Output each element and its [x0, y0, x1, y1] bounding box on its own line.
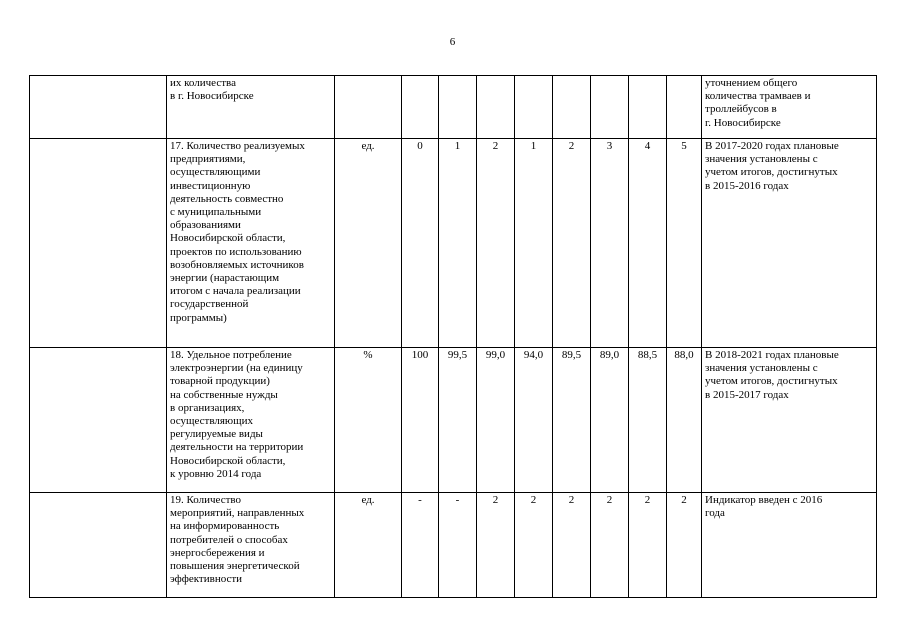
note-line: троллейбусов в	[705, 103, 777, 116]
indicator-name-line: в г. Новосибирске	[170, 90, 254, 103]
value-cell: 89,0	[591, 348, 629, 493]
value-cell	[591, 76, 629, 139]
value-cell: 100	[402, 348, 439, 493]
note-cell	[702, 139, 877, 348]
page-number: 6	[449, 36, 456, 48]
note-line: г. Новосибирске	[705, 116, 781, 129]
indicator-name-line: на информированность	[170, 520, 280, 533]
value-cell	[402, 76, 439, 139]
note-line: В 2017-2020 годах плановые	[705, 140, 839, 152]
indicator-name-line: энергии (нарастающим	[170, 272, 280, 285]
unit-cell	[335, 76, 402, 139]
value-cell	[515, 76, 553, 139]
unit-cell: ед.	[335, 493, 402, 598]
table-row	[30, 348, 877, 493]
note-line: Индикатор введен с 2016	[705, 494, 823, 506]
value-cell: -	[402, 493, 439, 598]
value-cell: 88,5	[629, 348, 667, 493]
value-cell: 2	[553, 493, 591, 598]
note-line: уточнением общего	[705, 77, 798, 89]
value-cell: 1	[515, 139, 553, 348]
value-cell: 2	[667, 493, 702, 598]
indicator-name-line: осуществляющими	[170, 166, 261, 179]
value-cell: 89,5	[553, 348, 591, 493]
empty-cell	[30, 76, 167, 139]
note-line: учетом итогов, достигнутых	[705, 375, 838, 388]
note-cell	[702, 493, 877, 598]
indicator-name-line: на собственные нужды	[170, 388, 278, 401]
value-cell: 5	[667, 139, 702, 348]
table-row	[30, 76, 877, 139]
note-line: в 2015-2017 годах	[705, 388, 789, 401]
value-cell	[667, 76, 702, 139]
note-line: года	[705, 507, 725, 520]
value-cell: 3	[591, 139, 629, 348]
note-cell	[702, 76, 877, 139]
value-cell	[553, 76, 591, 139]
value-cell	[629, 76, 667, 139]
value-cell	[439, 76, 477, 139]
indicator-name-line: итогом с начала реализации	[170, 285, 301, 298]
note-cell	[702, 348, 877, 493]
indicator-name-line: 18. Удельное потребление	[170, 349, 292, 361]
value-cell: 2	[477, 493, 515, 598]
indicator-name-line: образованиями	[170, 219, 241, 232]
value-cell: 2	[477, 139, 515, 348]
note-line: значения установлены с	[705, 153, 818, 166]
indicator-name-line: с муниципальными	[170, 206, 262, 219]
indicator-name-line: мероприятий, направленных	[170, 507, 305, 520]
value-cell: 2	[553, 139, 591, 348]
indicator-name-line: к уровню 2014 года	[170, 467, 262, 480]
unit-cell: %	[335, 348, 402, 493]
table-row	[30, 493, 877, 598]
indicator-name-line: предприятиями,	[170, 153, 246, 166]
indicator-name-line: энергосбережения и	[170, 546, 265, 559]
indicator-name-line: повышения энергетической	[170, 560, 300, 573]
indicator-name-line: в организациях,	[170, 401, 245, 414]
unit-cell: ед.	[335, 139, 402, 348]
indicator-name-line: регулируемые виды	[170, 428, 263, 441]
empty-cell	[30, 348, 167, 493]
value-cell: 94,0	[515, 348, 553, 493]
indicator-name-cell	[167, 348, 335, 493]
indicator-name-line: электроэнергии (на единицу	[170, 362, 303, 375]
indicator-name-line: Новосибирской области,	[170, 454, 286, 467]
indicator-name-line: возобновляемых источников	[170, 258, 304, 271]
empty-cell	[30, 139, 167, 348]
indicator-name-line: 19. Количество	[170, 494, 242, 506]
value-cell: 0	[402, 139, 439, 348]
value-cell: 99,0	[477, 348, 515, 493]
table-row	[30, 139, 877, 348]
indicator-name-line: потребителей о способах	[170, 533, 288, 546]
indicator-name-line: их количества	[170, 77, 236, 89]
indicator-name-line: товарной продукции)	[170, 375, 270, 388]
value-cell: 2	[515, 493, 553, 598]
indicator-name-line: проектов по использованию	[170, 245, 302, 258]
indicator-name-line: эффективности	[170, 573, 243, 586]
indicator-name-line: инвестиционную	[170, 179, 251, 192]
indicator-name-cell	[167, 76, 335, 139]
indicator-name-line: государственной	[170, 298, 249, 311]
note-line: в 2015-2016 годах	[705, 179, 789, 192]
indicators-table	[29, 75, 877, 598]
value-cell: 99,5	[439, 348, 477, 493]
indicator-name-line: программы)	[170, 311, 227, 324]
note-line: В 2018-2021 годах плановые	[705, 349, 839, 361]
indicator-name-line: 17. Количество реализуемых	[170, 140, 305, 152]
indicator-name-line: деятельность совместно	[170, 192, 284, 205]
indicator-name-cell	[167, 493, 335, 598]
value-cell: -	[439, 493, 477, 598]
note-line: учетом итогов, достигнутых	[705, 166, 838, 179]
value-cell: 2	[629, 493, 667, 598]
indicator-name-line: осуществляющих	[170, 415, 253, 428]
empty-cell	[30, 493, 167, 598]
indicator-name-cell	[167, 139, 335, 348]
value-cell: 2	[591, 493, 629, 598]
note-line: количества трамваев и	[705, 90, 811, 103]
note-line: значения установлены с	[705, 362, 818, 375]
value-cell: 1	[439, 139, 477, 348]
indicator-name-line: деятельности на территории	[170, 441, 304, 454]
value-cell: 88,0	[667, 348, 702, 493]
indicator-name-line: Новосибирской области,	[170, 232, 286, 245]
value-cell: 4	[629, 139, 667, 348]
value-cell	[477, 76, 515, 139]
